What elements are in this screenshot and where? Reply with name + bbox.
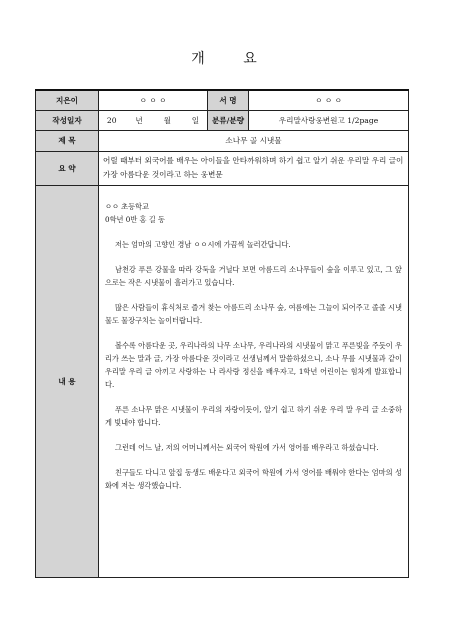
- student-line: 0학년 0반 홍 길 동: [105, 214, 165, 224]
- author-label: 지은이: [36, 90, 99, 110]
- signature-value: ㅇ ㅇ ㅇ: [249, 90, 409, 110]
- author-value: ㅇ ㅇ ㅇ: [99, 90, 208, 110]
- summary-label: 요 약: [36, 151, 99, 185]
- subject-label: 제 목: [36, 130, 99, 151]
- content-paragraph: 친구들도 다니고 앞집 동생도 배운다고 외국어 학원에 가서 영어를 배워야 한다는 엄마의 성화에 저는 생각했습니다.: [105, 467, 402, 490]
- summary-row: [36, 151, 409, 185]
- overview-form-table: [35, 89, 409, 578]
- date-day-unit: 일: [191, 115, 200, 125]
- content-paragraph: 많은 사람들이 휴식처로 즐겨 찾는 아름드리 소나무 숲, 여름에는 그늘이 되어주고 졸졸 시냇물도 물장구치는 놀이터랍니다.: [105, 302, 402, 325]
- content-paragraph: 푸른 소나무 맑은 시냇물이 우리의 자랑이듯이, 알기 쉽고 하기 쉬운 우리 말 우리 글 소중하게 빛내야 합니다.: [105, 404, 402, 427]
- category-label: 분류/분량: [208, 110, 249, 130]
- date-month-unit: 월: [163, 115, 171, 125]
- date-year-unit: 년: [135, 115, 143, 125]
- summary-value: 어릴 때부터 외국어를 배우는 아이들을 안타까워하며 하기 쉽고 알기 쉬운 우리말 우리 글이 가장 아름다운 것이라고 하는 웅변문: [99, 151, 409, 185]
- signature-label: 서 명: [208, 90, 249, 110]
- content-label: 내 용: [36, 185, 99, 577]
- date-row: [36, 110, 409, 130]
- content-paragraph: 저는 엄마의 고향인 경남 ㅇㅇ시에 가끔씩 놀러간답니다.: [115, 239, 291, 249]
- date-value: [99, 110, 208, 130]
- author-row: [36, 90, 409, 110]
- content-row: [36, 185, 409, 577]
- document-title: 개 요: [191, 51, 259, 67]
- category-value: 우리말사랑웅변원고 1/2page: [249, 110, 409, 130]
- subject-value: 소나무 골 시냇물: [99, 130, 409, 151]
- content-paragraph: 볼수록 아름다운 곳, 우리나라의 나무 소나무, 우리나라의 시냇물이 맑고 푸른빛을 주듯이 우리가 쓰는 말과 글, 가장 아름다운 것이라고 선생님께서 말씀하셨으니, 소나 무를 시냇물과 같이 우리말 우리 글 아끼고 사랑하는 나 라사랑 정신을 배우자고, 1학년 어린이는 힘차게 발표합니다.: [105, 340, 402, 389]
- date-prefix: 20: [106, 115, 117, 125]
- content-cell: [99, 185, 409, 577]
- date-label: 작성일자: [36, 110, 99, 130]
- school-line: ㅇㅇ 초등학교: [105, 201, 149, 211]
- subject-row: [36, 130, 409, 151]
- content-paragraph: 그런데 어느 날, 저의 어머니께서는 외국어 학원에 가서 영어를 배우라고 하셨습니다.: [115, 442, 379, 452]
- content-paragraph: 남천강 푸른 강물을 따라 강둑을 거닐다 보면 아름드리 소나무들이 숲을 이루고 있고, 그 앞으로는 작은 시냇물이 흘러가고 있습니다.: [105, 264, 402, 287]
- content-body: [99, 186, 408, 510]
